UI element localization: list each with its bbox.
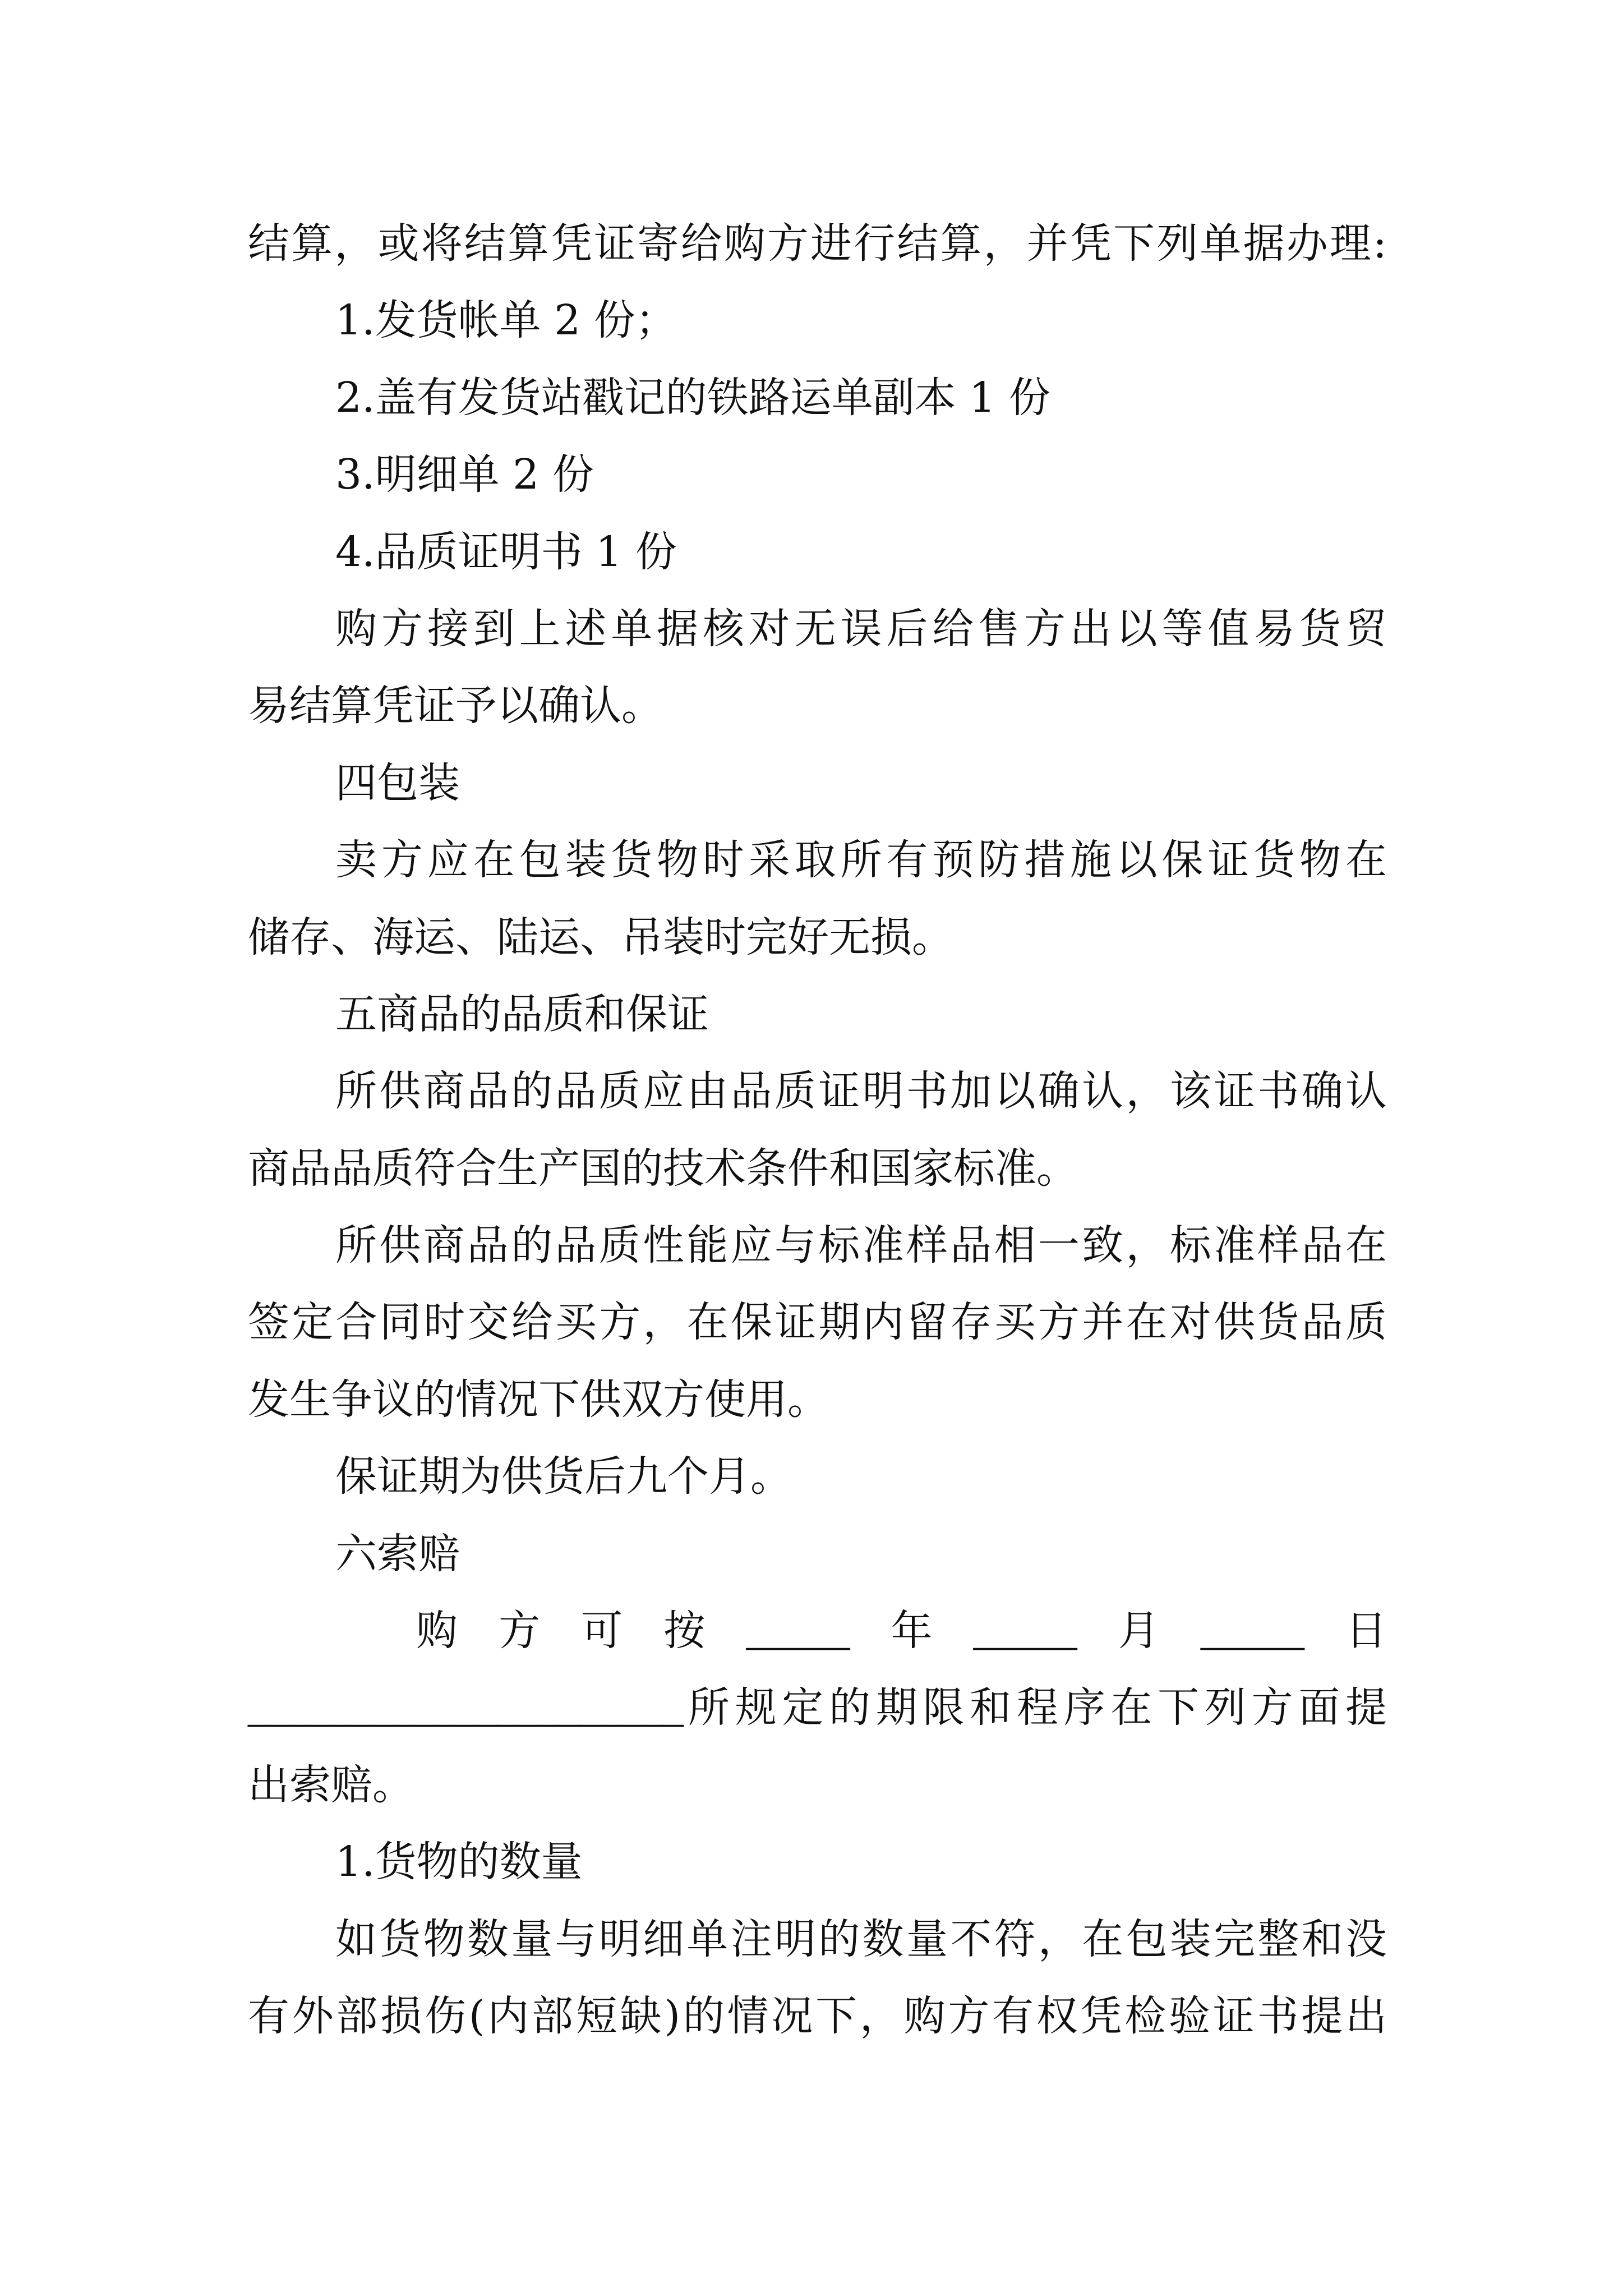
paragraph-line: 保证期为供货后九个月。 bbox=[335, 1452, 792, 1501]
paragraph-line: 有外部损伤(内部短缺)的情况下，购方有权凭检验证书提出 bbox=[248, 1991, 1387, 2040]
line-char: 方 bbox=[499, 1607, 541, 1655]
section-heading: 五商品的品质和保证 bbox=[335, 990, 709, 1038]
paragraph-line: 如货物数量与明细单注明的数量不符，在包装完整和没 bbox=[335, 1915, 1387, 1963]
claim-date-line bbox=[248, 1593, 1387, 1669]
line-char: 可 bbox=[581, 1607, 623, 1655]
section-heading: 四包装 bbox=[335, 758, 460, 807]
section-heading: 六索赔 bbox=[335, 1529, 460, 1578]
document-name-blank: _____________________ bbox=[248, 1685, 684, 1732]
paragraph-line: 购方接到上述单据核对无误后给售方出以等值易货贸 bbox=[335, 604, 1387, 653]
month-label: 月 bbox=[1118, 1607, 1160, 1655]
paragraph-line: 所供商品的品质应由品质证明书加以确认，该证书确认 bbox=[335, 1067, 1387, 1116]
year-label: 年 bbox=[891, 1607, 933, 1655]
paragraph-line: 卖方应在包装货物时采取所有预防措施以保证货物在 bbox=[335, 836, 1387, 885]
line-char: 按 bbox=[663, 1607, 706, 1655]
list-item: 3.明细单 2 份 bbox=[335, 450, 594, 499]
list-item: 1.发货帐单 2 份； bbox=[335, 296, 677, 345]
year-blank: _____ bbox=[746, 1608, 850, 1655]
day-blank: _____ bbox=[1200, 1608, 1304, 1655]
paragraph-line: 所供商品的品质性能应与标准样品相一致，标准样品在 bbox=[335, 1221, 1387, 1270]
paragraph-line: 储存、海运、陆运、吊装时完好无损。 bbox=[248, 913, 953, 961]
claim-basis-line bbox=[248, 1669, 1387, 1746]
list-item: 1.货物的数量 bbox=[335, 1838, 583, 1887]
paragraph-line: 商品品质符合生产国的技术条件和国家标准。 bbox=[248, 1144, 1078, 1193]
month-blank: _____ bbox=[973, 1608, 1077, 1655]
paragraph-line: 签定合同时交给买方，在保证期内留存买方并在对供货品质 bbox=[248, 1298, 1387, 1347]
paragraph-line: 发生争议的情况下供双方使用。 bbox=[248, 1375, 829, 1424]
line-char: 购 bbox=[416, 1607, 458, 1655]
paragraph-line: 易结算凭证予以确认。 bbox=[248, 682, 663, 730]
document-body bbox=[248, 205, 1387, 2055]
day-label: 日 bbox=[1345, 1607, 1387, 1655]
paragraph-line: 所规定的期限和程序在下列方面提 bbox=[688, 1683, 1387, 1732]
list-item: 2.盖有发货站戳记的铁路运单副本 1 份 bbox=[335, 373, 1050, 422]
list-item: 4.品质证明书 1 份 bbox=[335, 527, 677, 576]
paragraph-line: 出索赔。 bbox=[248, 1760, 414, 1809]
paragraph-line: 结算，或将结算凭证寄给购方进行结算，并凭下列单据办理: bbox=[248, 219, 1387, 268]
